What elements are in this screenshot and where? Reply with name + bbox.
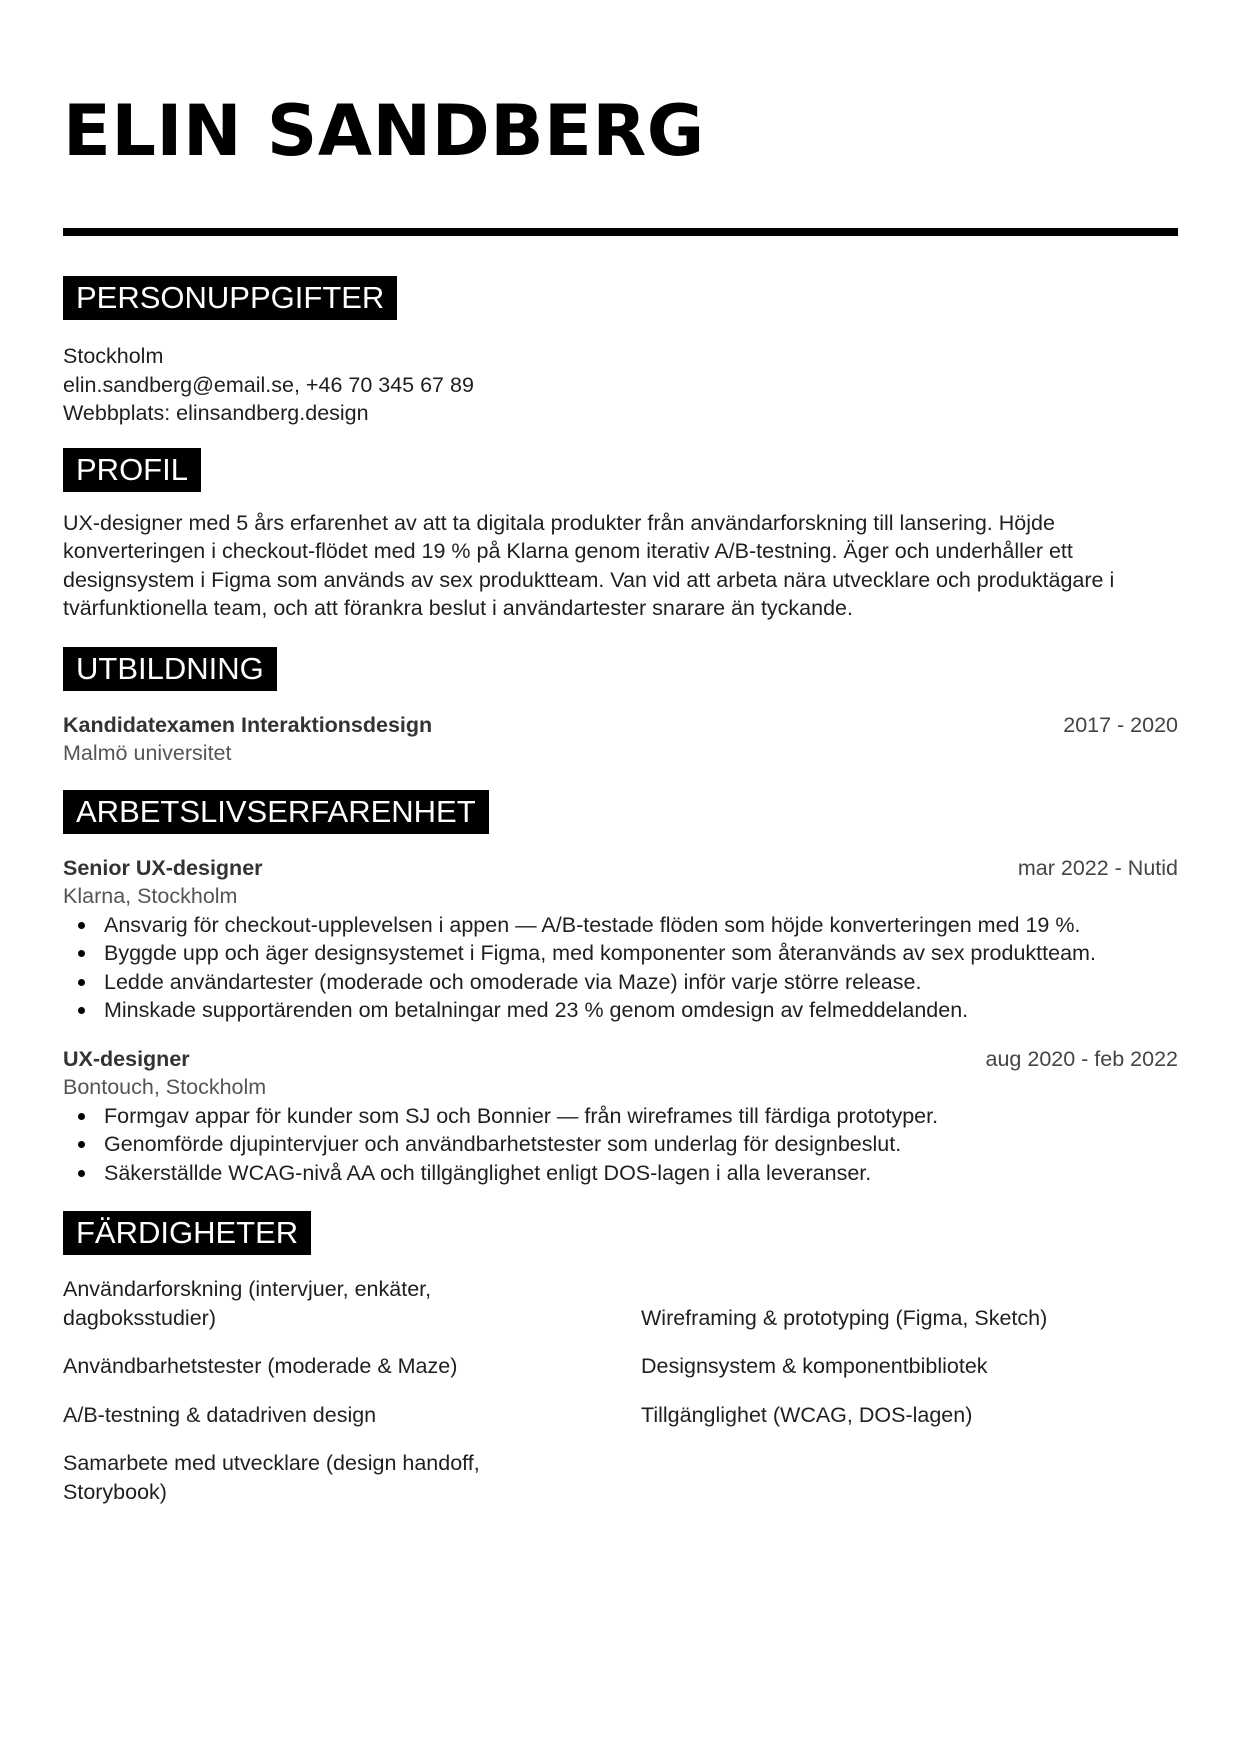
section-heading-experience: ARBETSLIVSERFARENHET: [63, 790, 489, 834]
section-profile: [63, 448, 1178, 623]
header-divider: [63, 228, 1178, 236]
skill-item: Designsystem & komponentbibliotek: [641, 1354, 988, 1378]
education-dates: 2017 - 2020: [1063, 712, 1178, 737]
education-degree: Kandidatexamen Interaktionsdesign: [63, 712, 433, 737]
personal-city: Stockholm: [63, 344, 164, 368]
education-school: Malmö universitet: [63, 741, 232, 765]
experience-title: Senior UX-designer: [63, 855, 263, 880]
section-heading-personal: PERSONUPPGIFTER: [63, 276, 397, 320]
personal-website: Webbplats: elinsandberg.design: [63, 401, 369, 425]
profile-summary: UX-designer med 5 års erfarenhet av att ta digitala produkter från användarforskning till lansering. Höjde konverteringen i checkout-flödet med 19 % på Klarna genom iterativ A/B-testning. Äger och underhåller ett designsystem i Figma som används av sex produktteam. Van vid att arbeta nära utvecklare och produktägare i tvärfunktionella team, och att förankra beslut i användartester snarare än tyckande.: [63, 510, 1115, 620]
experience-entry-header: [63, 1045, 1178, 1074]
personal-details: [63, 342, 1178, 428]
skill-item: Användbarhetstester (moderade & Maze): [63, 1354, 458, 1378]
personal-contact: elin.sandberg@email.se, +46 70 345 67 89: [63, 372, 474, 397]
skills-grid: [63, 1275, 1178, 1506]
education-entry: [63, 711, 1178, 768]
bullet-item: Genomförde djupintervjuer och användbarhetstester som underlag för designbeslut.: [104, 1130, 1178, 1159]
section-heading-education: UTBILDNING: [63, 647, 277, 691]
education-entry-header: [63, 711, 1178, 740]
skill-item: Användarforskning (intervjuer, enkäter, dagboksstudier): [63, 1277, 432, 1330]
bullet-item: Ansvarig för checkout-upplevelsen i appen — A/B-testade flöden som höjde konverteringen med 19 %.: [104, 911, 1178, 940]
section-heading-skills: FÄRDIGHETER: [63, 1211, 311, 1255]
experience-entry: [63, 854, 1178, 1025]
experience-entry-header: [63, 854, 1178, 883]
skill-item: Wireframing & prototyping (Figma, Sketch): [641, 1305, 1048, 1330]
experience-bullets: [63, 1102, 1178, 1188]
section-heading-profile: PROFIL: [63, 448, 201, 492]
experience-company: Bontouch, Stockholm: [63, 1075, 267, 1099]
experience-dates: mar 2022 - Nutid: [1017, 855, 1178, 880]
experience-company: Klarna, Stockholm: [63, 884, 238, 908]
skill-item: Tillgänglighet (WCAG, DOS-lagen): [641, 1402, 973, 1427]
experience-dates: aug 2020 - feb 2022: [985, 1046, 1178, 1071]
section-education: [63, 647, 1178, 768]
experience-bullets: [63, 911, 1178, 1025]
section-skills: [63, 1211, 1178, 1506]
bullet-item: Säkerställde WCAG-nivå AA och tillgänglighet enligt DOS-lagen i alla leveranser.: [104, 1159, 1178, 1188]
bullet-item: Formgav appar för kunder som SJ och Bonnier — från wireframes till färdiga prototyper.: [104, 1102, 1178, 1131]
skill-item: Samarbete med utvecklare (design handoff, Storybook): [63, 1451, 480, 1504]
bullet-item: Ledde användartester (moderade och omoderade via Maze) inför varje större release.: [104, 968, 1178, 997]
bullet-item: Minskade supportärenden om betalningar med 23 % genom omdesign av felmeddelanden.: [104, 996, 1178, 1025]
section-personal: [63, 276, 1178, 428]
experience-title: UX-designer: [63, 1046, 190, 1071]
bullet-item: Byggde upp och äger designsystemet i Figma, med komponenter som återanvänds av sex produktteam.: [104, 939, 1178, 968]
skill-item: A/B-testning & datadriven design: [63, 1402, 377, 1427]
section-experience: [63, 790, 1178, 1188]
candidate-name: ELIN SANDBERG: [63, 90, 705, 172]
experience-entry: [63, 1045, 1178, 1188]
